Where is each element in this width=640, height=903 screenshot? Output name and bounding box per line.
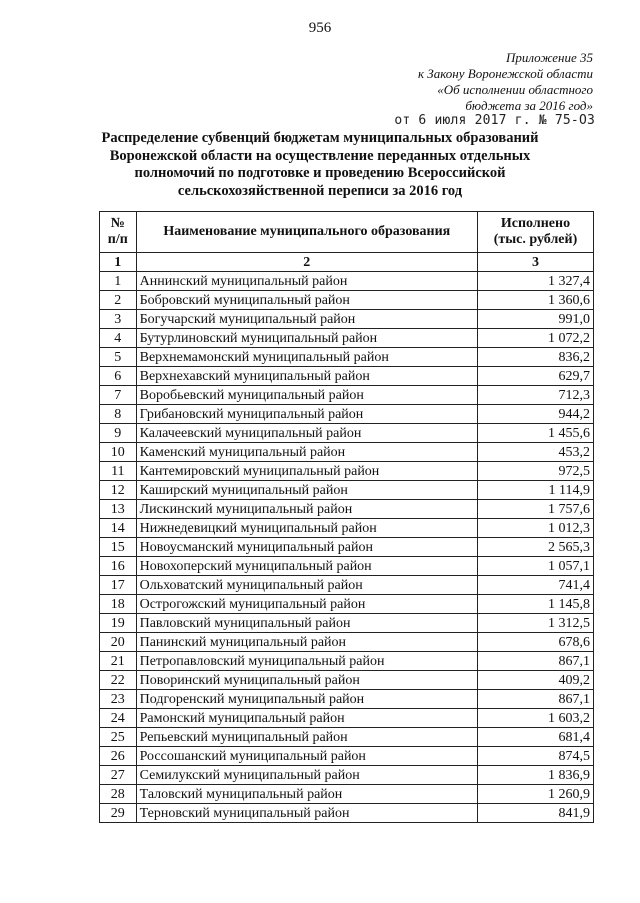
table-row bbox=[100, 595, 594, 614]
row-number: 19 bbox=[100, 614, 137, 633]
municipality-name: Ольховатский муниципальный район bbox=[136, 576, 477, 595]
header-name: Наименование муниципального образования bbox=[136, 212, 477, 253]
row-number: 2 bbox=[100, 291, 137, 310]
municipality-name: Аннинский муниципальный район bbox=[136, 272, 477, 291]
appendix-line: бюджета за 2016 год» bbox=[465, 98, 593, 113]
row-number: 27 bbox=[100, 766, 137, 785]
row-number: 26 bbox=[100, 747, 137, 766]
municipality-name: Новоусманский муниципальный район bbox=[136, 538, 477, 557]
table-row bbox=[100, 766, 594, 785]
municipality-name: Бутурлиновский муниципальный район bbox=[136, 329, 477, 348]
table-row bbox=[100, 405, 594, 424]
table-row bbox=[100, 728, 594, 747]
executed-amount: 836,2 bbox=[477, 348, 593, 367]
row-number: 17 bbox=[100, 576, 137, 595]
municipality-name: Лискинский муниципальный район bbox=[136, 500, 477, 519]
municipality-name: Богучарский муниципальный район bbox=[136, 310, 477, 329]
executed-amount: 1 836,9 bbox=[477, 766, 593, 785]
row-number: 6 bbox=[100, 367, 137, 386]
row-number: 23 bbox=[100, 690, 137, 709]
appendix-line: к Закону Воронежской области bbox=[417, 66, 593, 81]
header-value bbox=[477, 212, 593, 253]
municipality-name: Каширский муниципальный район bbox=[136, 481, 477, 500]
executed-amount: 874,5 bbox=[477, 747, 593, 766]
column-index: 2 bbox=[136, 253, 477, 272]
header-text: п/п bbox=[107, 232, 128, 247]
table-row bbox=[100, 614, 594, 633]
row-number: 15 bbox=[100, 538, 137, 557]
executed-amount: 944,2 bbox=[477, 405, 593, 424]
table-row bbox=[100, 386, 594, 405]
executed-amount: 409,2 bbox=[477, 671, 593, 690]
table-row bbox=[100, 424, 594, 443]
municipality-name: Поворинский муниципальный район bbox=[136, 671, 477, 690]
table-row bbox=[100, 348, 594, 367]
table-row bbox=[100, 443, 594, 462]
municipality-name: Подгоренский муниципальный район bbox=[136, 690, 477, 709]
executed-amount: 2 565,3 bbox=[477, 538, 593, 557]
table-row bbox=[100, 804, 594, 823]
municipality-name: Петропавловский муниципальный район bbox=[136, 652, 477, 671]
executed-amount: 867,1 bbox=[477, 690, 593, 709]
executed-amount: 1 114,9 bbox=[477, 481, 593, 500]
table-row bbox=[100, 272, 594, 291]
municipality-name: Кантемировский муниципальный район bbox=[136, 462, 477, 481]
table-row bbox=[100, 633, 594, 652]
table-row bbox=[100, 576, 594, 595]
table-row bbox=[100, 557, 594, 576]
row-number: 18 bbox=[100, 595, 137, 614]
column-index: 3 bbox=[477, 253, 593, 272]
executed-amount: 1 012,3 bbox=[477, 519, 593, 538]
table-row bbox=[100, 310, 594, 329]
executed-amount: 1 072,2 bbox=[477, 329, 593, 348]
row-number: 9 bbox=[100, 424, 137, 443]
row-number: 14 bbox=[100, 519, 137, 538]
row-number: 28 bbox=[100, 785, 137, 804]
document-title bbox=[95, 130, 545, 200]
table-row bbox=[100, 291, 594, 310]
municipality-name: Нижнедевицкий муниципальный район bbox=[136, 519, 477, 538]
executed-amount: 1 327,4 bbox=[477, 272, 593, 291]
row-number: 16 bbox=[100, 557, 137, 576]
column-index: 1 bbox=[100, 253, 137, 272]
table-row bbox=[100, 329, 594, 348]
municipality-name: Верхнемамонский муниципальный район bbox=[136, 348, 477, 367]
table-row bbox=[100, 519, 594, 538]
executed-amount: 1 360,6 bbox=[477, 291, 593, 310]
header-text: Исполнено bbox=[500, 216, 571, 231]
row-number: 10 bbox=[100, 443, 137, 462]
municipality-name: Бобровский муниципальный район bbox=[136, 291, 477, 310]
appendix-reference bbox=[418, 50, 593, 114]
municipality-name: Верхнехавский муниципальный район bbox=[136, 367, 477, 386]
municipality-name: Павловский муниципальный район bbox=[136, 614, 477, 633]
row-number: 25 bbox=[100, 728, 137, 747]
table-header-row bbox=[100, 212, 594, 253]
executed-amount: 841,9 bbox=[477, 804, 593, 823]
table-body bbox=[100, 253, 594, 823]
appendix-line: «Об исполнении областного bbox=[437, 82, 593, 97]
executed-amount: 741,4 bbox=[477, 576, 593, 595]
row-number: 20 bbox=[100, 633, 137, 652]
row-number: 4 bbox=[100, 329, 137, 348]
row-number: 7 bbox=[100, 386, 137, 405]
row-number: 22 bbox=[100, 671, 137, 690]
municipality-name: Каменский муниципальный район bbox=[136, 443, 477, 462]
executed-amount: 991,0 bbox=[477, 310, 593, 329]
municipality-name: Таловский муниципальный район bbox=[136, 785, 477, 804]
row-number: 21 bbox=[100, 652, 137, 671]
executed-amount: 712,3 bbox=[477, 386, 593, 405]
row-number: 1 bbox=[100, 272, 137, 291]
table-row bbox=[100, 652, 594, 671]
municipality-name: Острогожский муниципальный район bbox=[136, 595, 477, 614]
appendix-line: Приложение 35 bbox=[505, 50, 593, 65]
municipality-name: Панинский муниципальный район bbox=[136, 633, 477, 652]
municipality-name: Воробьевский муниципальный район bbox=[136, 386, 477, 405]
executed-amount: 1 145,8 bbox=[477, 595, 593, 614]
municipality-name: Новохоперский муниципальный район bbox=[136, 557, 477, 576]
municipality-name: Грибановский муниципальный район bbox=[136, 405, 477, 424]
row-number: 12 bbox=[100, 481, 137, 500]
executed-amount: 972,5 bbox=[477, 462, 593, 481]
municipality-name: Репьевский муниципальный район bbox=[136, 728, 477, 747]
executed-amount: 1 757,6 bbox=[477, 500, 593, 519]
municipality-name: Терновский муниципальный район bbox=[136, 804, 477, 823]
municipality-name: Калачеевский муниципальный район bbox=[136, 424, 477, 443]
row-number: 8 bbox=[100, 405, 137, 424]
title-line: полномочий по подготовке и проведению Всероссийской bbox=[134, 165, 506, 181]
table-row bbox=[100, 690, 594, 709]
municipality-name: Семилукский муниципальный район bbox=[136, 766, 477, 785]
table-row bbox=[100, 747, 594, 766]
executed-amount: 629,7 bbox=[477, 367, 593, 386]
title-line: Распределение субвенций бюджетам муниципальных образований bbox=[101, 130, 539, 146]
executed-amount: 1 603,2 bbox=[477, 709, 593, 728]
municipality-name: Рамонский муниципальный район bbox=[136, 709, 477, 728]
row-number: 5 bbox=[100, 348, 137, 367]
column-index-row bbox=[100, 253, 594, 272]
table-row bbox=[100, 481, 594, 500]
row-number: 29 bbox=[100, 804, 137, 823]
executed-amount: 453,2 bbox=[477, 443, 593, 462]
executed-amount: 1 312,5 bbox=[477, 614, 593, 633]
table-row bbox=[100, 538, 594, 557]
table-row bbox=[100, 671, 594, 690]
table-row bbox=[100, 462, 594, 481]
row-number: 13 bbox=[100, 500, 137, 519]
table-row bbox=[100, 500, 594, 519]
executed-amount: 1 057,1 bbox=[477, 557, 593, 576]
header-text: (тыс. рублей) bbox=[493, 232, 578, 247]
date-stamp: от 6 июля 2017 г. № 75-ОЗ bbox=[394, 113, 595, 128]
executed-amount: 1 260,9 bbox=[477, 785, 593, 804]
executed-amount: 681,4 bbox=[477, 728, 593, 747]
executed-amount: 678,6 bbox=[477, 633, 593, 652]
title-line: сельскохозяйственной переписи за 2016 год bbox=[177, 182, 463, 199]
page-number: 956 bbox=[308, 20, 332, 36]
table-row bbox=[100, 709, 594, 728]
row-number: 3 bbox=[100, 310, 137, 329]
title-line: Воронежской области на осуществление переданных отдельных bbox=[109, 147, 531, 164]
row-number: 24 bbox=[100, 709, 137, 728]
row-number: 11 bbox=[100, 462, 137, 481]
header-number bbox=[100, 212, 137, 253]
executed-amount: 1 455,6 bbox=[477, 424, 593, 443]
subsidy-table bbox=[99, 211, 594, 823]
table-row bbox=[100, 367, 594, 386]
municipality-name: Россошанский муниципальный район bbox=[136, 747, 477, 766]
header-text: № bbox=[110, 216, 125, 231]
executed-amount: 867,1 bbox=[477, 652, 593, 671]
table-row bbox=[100, 785, 594, 804]
